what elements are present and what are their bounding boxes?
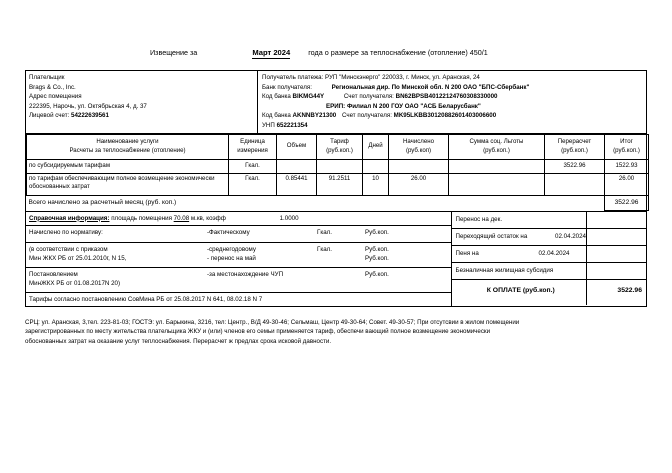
- bill-frame: [25, 70, 647, 307]
- ref1-c2-group: [207, 245, 317, 264]
- footnote-line-1: СРЦ: ул. Аранская, 3,тел. 223-81-03; ГОСТЭ: ул. Барыкина, 3216, тел: Центр., В/Д 49-30-46; Сельмаш, Центр 49-30-64; Совет. 49-30-57; При отсутсвии в жилом помещении: [25, 319, 520, 326]
- row0-volume: [277, 159, 317, 173]
- ref1-c3: Гкал.: [317, 245, 332, 253]
- payee-unp-value: 652221354: [276, 121, 308, 129]
- balance-row-subsidy: [452, 263, 646, 280]
- payee-bankcode2-row: [262, 111, 643, 121]
- payee-erip-value: Филиал N 200 ГОУ ОАО "АСБ Беларусбанк": [346, 102, 481, 110]
- col-tariff-l1: Тариф: [330, 138, 349, 146]
- balance-row-remaining: [452, 229, 646, 246]
- payer-address-label: Адрес помещения: [29, 93, 82, 101]
- ref0-c3: Гкал.: [317, 228, 332, 236]
- row1-total: 26.00: [605, 173, 649, 195]
- col-benefit-l1: Сумма соц. Льготы: [469, 138, 524, 146]
- area-value: 70.08: [173, 214, 190, 222]
- payee-recipient-value: РУП "Минскэнерго" 220033, г. Минск, ул. Аранская, 24: [324, 74, 480, 81]
- col-recalc-l2: (руб.коп.): [561, 146, 588, 154]
- row1-volume: 0.85441: [277, 173, 317, 195]
- col-volume-l1: Объем: [286, 142, 307, 150]
- footnote-block: [25, 318, 653, 346]
- monthly-total-value: 3522.96: [605, 195, 649, 210]
- koeff-value: 1.0000: [279, 214, 299, 222]
- ref1-c4b: Руб.коп.: [365, 254, 389, 262]
- reference-header: [26, 212, 451, 226]
- ref0-c1: Начислено по нормативу:: [29, 228, 103, 236]
- ref1-c2: -среднегодовому: [207, 245, 256, 253]
- services-header-row: [27, 134, 649, 159]
- col-unit: [229, 134, 277, 159]
- col-benefit: [449, 134, 545, 159]
- row1-unit: Гкал.: [229, 173, 277, 195]
- row1-days: 10: [363, 173, 389, 195]
- ref0-c4: Руб.коп.: [365, 228, 389, 236]
- row1-accrued: 26.00: [389, 173, 449, 195]
- payee-account-label: Счет получателя:: [343, 93, 394, 101]
- footnote-line-3: обоснованных затрат на оказание услуг теплоснабжения. Перерасчет ж предлах срока исковой давности.: [25, 337, 332, 345]
- document-title-row: [25, 48, 647, 64]
- monthly-total-row: [27, 195, 649, 210]
- row0-name: по субсидируемым тарифам: [27, 159, 229, 173]
- payer-address: 222395, Нарочь, ул. Октябрьская 4, д. 37: [29, 102, 147, 110]
- balance0-label: Перенос на дек.: [455, 215, 503, 223]
- col-benefit-l2: (руб.коп.): [483, 146, 510, 154]
- col-service-name: [27, 134, 229, 159]
- ref1-c4: Руб.коп.: [365, 245, 389, 253]
- row1-recalc: [545, 173, 605, 195]
- balance-row-penalty: [452, 246, 646, 263]
- row0-accrued: [389, 159, 449, 173]
- row0-total: 1522.93: [605, 159, 649, 173]
- ref2-c2: -за местонахождение ЧУП: [207, 270, 284, 278]
- payee-bankcode2-value: AKNNBY21300: [292, 112, 337, 120]
- balance1-value: [586, 229, 646, 245]
- title-description: года о размере за теплоснабжение (отопление) 450/1: [308, 48, 488, 57]
- ref1-c1: (в соответствии с приказом: [29, 245, 108, 253]
- col-days: [363, 134, 389, 159]
- koeff-label: коэфф: [206, 214, 226, 222]
- col-unit-l2: измерения: [237, 146, 268, 154]
- col-recalc-l1: Перерасчет: [557, 138, 592, 146]
- payee-bank-value: Региональная дир. По Минской обл. N 200 ОАО "БПС-Сбербанк": [331, 83, 530, 91]
- billing-period: Март 2024: [252, 48, 291, 57]
- col-total-l2: (руб.коп.): [613, 146, 640, 154]
- col-accrued: [389, 134, 449, 159]
- row0-unit: Гкал.: [229, 159, 277, 173]
- payee-erip-label: ЕРИП:: [326, 102, 346, 110]
- parties-header: [26, 71, 646, 134]
- monthly-total-label: Всего начислено за расчетный месяц (руб. коп.): [27, 195, 605, 210]
- balance-row-carryover-dec: [452, 212, 646, 229]
- payee-account2-value: MK95LKBB30120882601403006600: [393, 112, 497, 120]
- ref2-c1: Постановлением: [29, 270, 78, 278]
- row1-benefit: [449, 173, 545, 195]
- reference-info-block: [26, 212, 452, 306]
- footnote-line-2: зарегистрированных по месту жительства плательщика ЖКУ и (или) членов его семьи применяется тариф, обеспечи вающий полное возмещение экономически: [25, 328, 491, 336]
- payer-label: Плательщик: [29, 74, 65, 81]
- amount-due-row: [452, 280, 646, 305]
- amount-due-value: 3522.96: [586, 280, 646, 305]
- payer-account-value: 54222639561: [71, 112, 109, 120]
- ref2-c1b: МинЖКХ РБ от 01.08.2017N 20): [29, 279, 121, 287]
- balances-block: [452, 212, 646, 306]
- col-unit-l1: Единица: [240, 138, 265, 146]
- col-service-name-l2: Расчеты за теплоснабжение (отопление): [69, 146, 186, 154]
- balance3-label: Безналичная жилищная субсидия: [455, 266, 554, 274]
- payee-account-value: BN62BPSB40122124760308330000: [395, 93, 498, 101]
- ref1-c4-group: [365, 245, 421, 264]
- balance2-date: 02.04.2024: [538, 249, 570, 257]
- payee-block: [258, 71, 646, 133]
- ref1-c2b: - перенос на май: [207, 254, 256, 262]
- payee-unp-row: [262, 121, 643, 131]
- col-volume: [277, 134, 317, 159]
- payer-account-row: [29, 111, 254, 121]
- payer-account-label: Лицевой счет:: [29, 112, 70, 120]
- balance2-label: Пеня на: [455, 249, 479, 257]
- row1-tariff: 91.2511: [317, 173, 363, 195]
- payee-account2-label: Счет получателя:: [341, 112, 392, 120]
- col-service-name-l1: Наименование услуги: [96, 138, 159, 146]
- col-tariff-l2: (руб.коп.): [326, 146, 353, 154]
- row1-name: по тарифам обеспечивающим полное возмещение экономически обоснованных затрат: [27, 173, 229, 195]
- row0-recalc: 3522.96: [545, 159, 605, 173]
- row0-days: [363, 159, 389, 173]
- services-table: [26, 134, 649, 211]
- ref1-c1b: Мин ЖКХ РБ от 25.01.2010г, N 15,: [29, 254, 127, 262]
- ref1-c1-group: [26, 245, 207, 264]
- row0-tariff: [317, 159, 363, 173]
- row0-benefit: [449, 159, 545, 173]
- col-accrued-l2: (руб.коп): [405, 146, 432, 154]
- col-days-l1: Дней: [368, 142, 383, 150]
- ref2-c1-group: [26, 270, 207, 289]
- col-recalc: [545, 134, 605, 159]
- payee-bankcode-value: BIKMG44Y: [292, 93, 325, 101]
- reference-and-balances: [26, 211, 646, 306]
- reference-row-normative: [26, 226, 451, 243]
- payee-bank-row: [262, 83, 643, 93]
- reference-header-label: Справочная информация:: [29, 214, 110, 222]
- table-row: [27, 159, 649, 173]
- col-accrued-l1: Начислено: [403, 138, 434, 146]
- col-total-l1: Итог: [620, 138, 633, 146]
- payer-block: [26, 71, 258, 133]
- tariff-note: Тарифы согласно постановлению СовМина РБ от 25.08.2017 N 641, 08.02.18 N 7: [29, 295, 263, 303]
- payee-bank-label: Банк получателя:: [262, 83, 312, 91]
- area-unit: м.кв,: [190, 214, 205, 222]
- payee-bankcode-row: [262, 92, 643, 102]
- balance1-label-group: [452, 229, 586, 245]
- payee-bankcode-label: Код банка: [262, 93, 291, 101]
- reference-row-order: [26, 243, 451, 268]
- reference-row-decree: [26, 268, 451, 293]
- balance2-label-group: [452, 246, 586, 262]
- balance3-value: [586, 263, 646, 279]
- payee-recipient-row: [262, 73, 643, 83]
- notice-label: Извещение за: [150, 48, 198, 57]
- payee-recipient-label: Получатель платежа:: [262, 74, 324, 81]
- payee-bankcode2-label: Код банка: [262, 112, 291, 120]
- ref0-c2: -Фактическому: [207, 228, 250, 236]
- col-tariff: [317, 134, 363, 159]
- payee-erip-row: [262, 102, 643, 112]
- tariff-note-row: [26, 293, 451, 306]
- amount-due-label: К ОПЛАТЕ (руб.коп.): [486, 286, 555, 294]
- balance1-date: 02.04.2024: [555, 232, 586, 240]
- ref2-c4: Руб.коп.: [365, 270, 389, 278]
- col-total: [605, 134, 649, 159]
- balance2-value: [586, 246, 646, 262]
- balance0-value: [586, 212, 646, 228]
- payee-unp-label: УНП: [262, 121, 275, 129]
- payer-name: Brags & Co., Inc.: [29, 83, 76, 91]
- reference-header-text: площадь помещения: [111, 214, 172, 222]
- balance1-label: Переходящий остаток на: [455, 232, 528, 240]
- table-row: [27, 173, 649, 195]
